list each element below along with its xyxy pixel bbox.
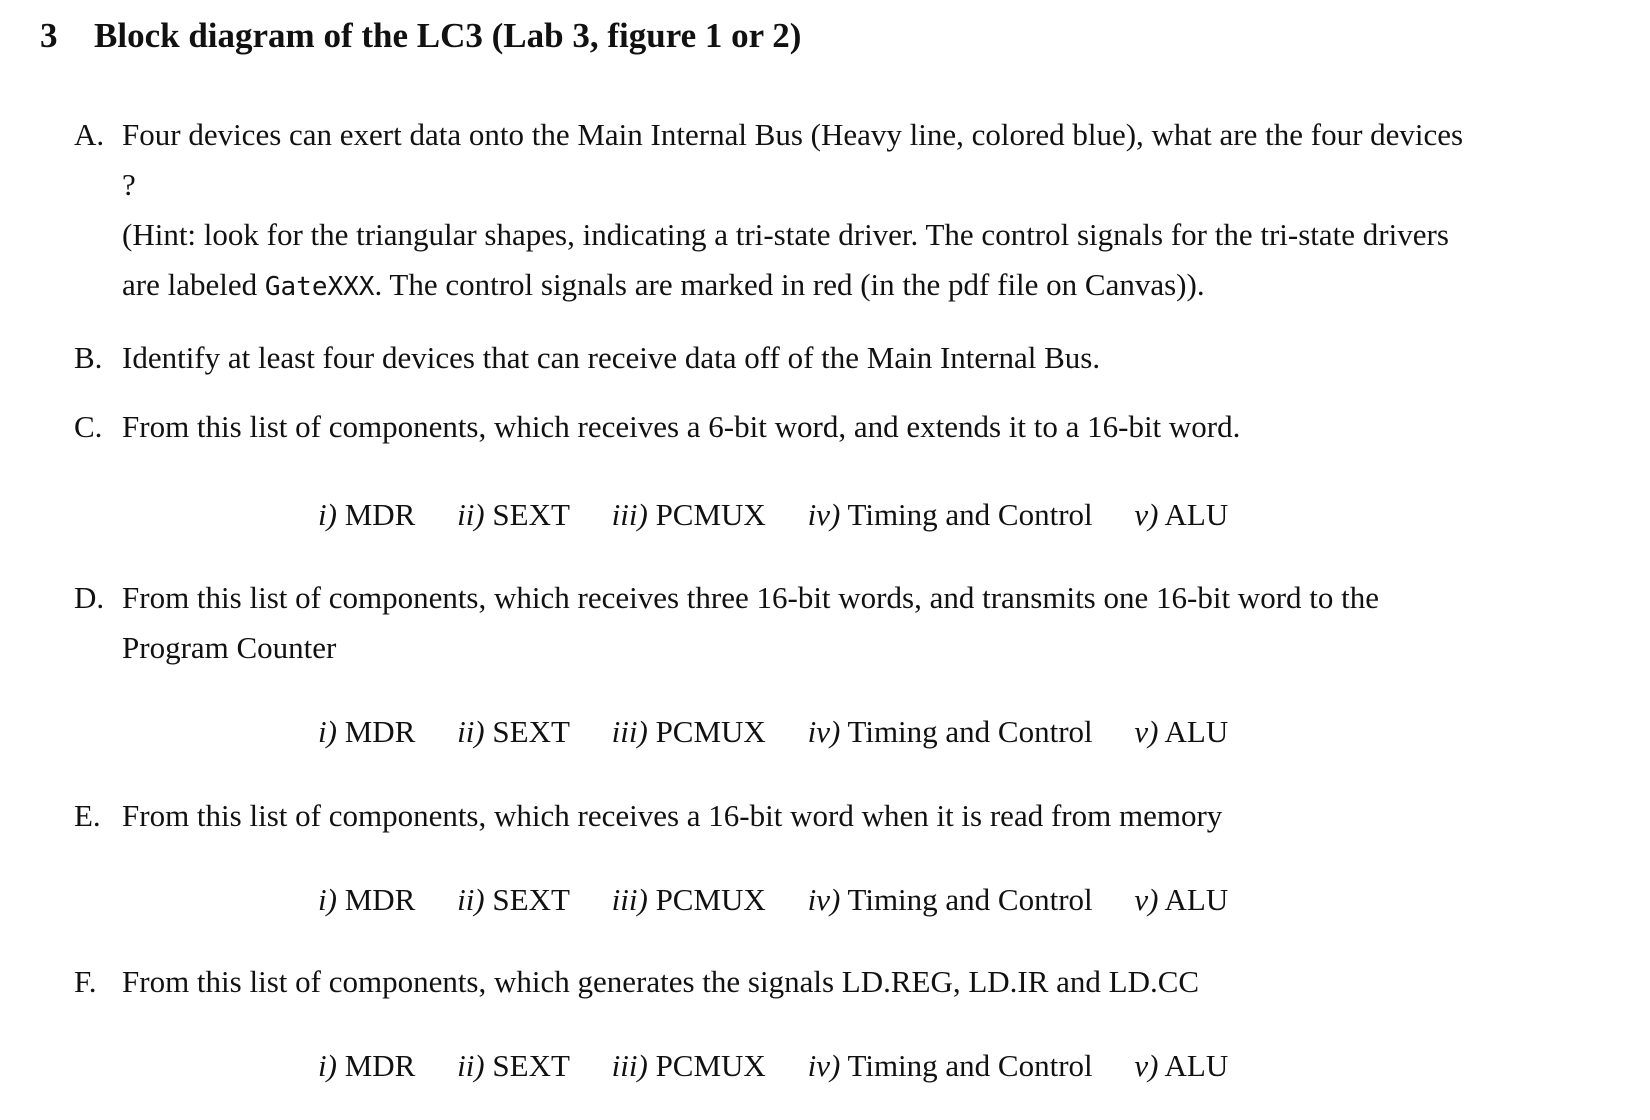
answer-options-f [318, 1046, 1228, 1086]
question-text: Identify at least four devices that can receive data off of the Main Internal Bus. [122, 340, 1101, 375]
hint-text-end: . The control signals are marked in red (in the pdf file on Canvas)). [374, 267, 1205, 302]
question-text: From this list of components, which generates the signals LD.REG, LD.IR and LD.CC [122, 964, 1200, 999]
option-mdr: i) MDR [318, 714, 416, 749]
question-text: From this list of components, which receives a 6-bit word, and extends it to a 16-bit word. [122, 409, 1241, 444]
option-alu: v) ALU [1134, 1048, 1229, 1083]
question-text: From this list of components, which receives a 16-bit word when it is read from memory [122, 798, 1223, 833]
hint-code: GateXXX [264, 272, 375, 302]
question-text: Four devices can exert data onto the Main Internal Bus (Heavy line, colored blue), what are the four devices ? [122, 117, 1464, 202]
question-letter: D. [74, 580, 105, 615]
option-pcmux: iii) PCMUX [611, 882, 766, 917]
answer-options-d [318, 712, 1228, 752]
hint-text-start: (Hint: look for the triangular shapes, indicating a tri-state driver. The control signals for the tri-state drivers are labeled [122, 217, 1449, 302]
option-pcmux: iii) PCMUX [611, 1048, 766, 1083]
question-letter: A. [74, 117, 105, 152]
question-letter: F. [74, 964, 97, 999]
question-letter: C. [74, 409, 103, 444]
question-f [74, 957, 1474, 1007]
question-letter: E. [74, 798, 101, 833]
option-timing-and-control: iv) Timing and Control [807, 882, 1093, 917]
question-a [74, 110, 1474, 312]
section-title: Block diagram of the LC3 (Lab 3, figure 1 or 2) [94, 16, 802, 55]
option-mdr: i) MDR [318, 1048, 416, 1083]
question-hint [122, 210, 1474, 312]
question-text: From this list of components, which receives three 16-bit words, and transmits one 16-bit word to the Program Counter [122, 580, 1379, 665]
question-b [74, 333, 1474, 383]
section-heading [40, 16, 801, 56]
option-pcmux: iii) PCMUX [611, 497, 766, 532]
option-sext: ii) SEXT [457, 882, 570, 917]
option-sext: ii) SEXT [457, 714, 570, 749]
option-alu: v) ALU [1134, 497, 1229, 532]
question-c [74, 402, 1474, 452]
option-timing-and-control: iv) Timing and Control [807, 497, 1093, 532]
section-number: 3 [40, 16, 58, 55]
option-timing-and-control: iv) Timing and Control [807, 1048, 1093, 1083]
option-sext: ii) SEXT [457, 497, 570, 532]
option-pcmux: iii) PCMUX [611, 714, 766, 749]
question-letter: B. [74, 340, 103, 375]
option-alu: v) ALU [1134, 882, 1229, 917]
option-alu: v) ALU [1134, 714, 1229, 749]
option-mdr: i) MDR [318, 497, 416, 532]
answer-options-e [318, 880, 1228, 920]
answer-options-c [318, 495, 1228, 535]
option-mdr: i) MDR [318, 882, 416, 917]
option-timing-and-control: iv) Timing and Control [807, 714, 1093, 749]
question-d [74, 573, 1474, 673]
question-e [74, 791, 1474, 841]
option-sext: ii) SEXT [457, 1048, 570, 1083]
